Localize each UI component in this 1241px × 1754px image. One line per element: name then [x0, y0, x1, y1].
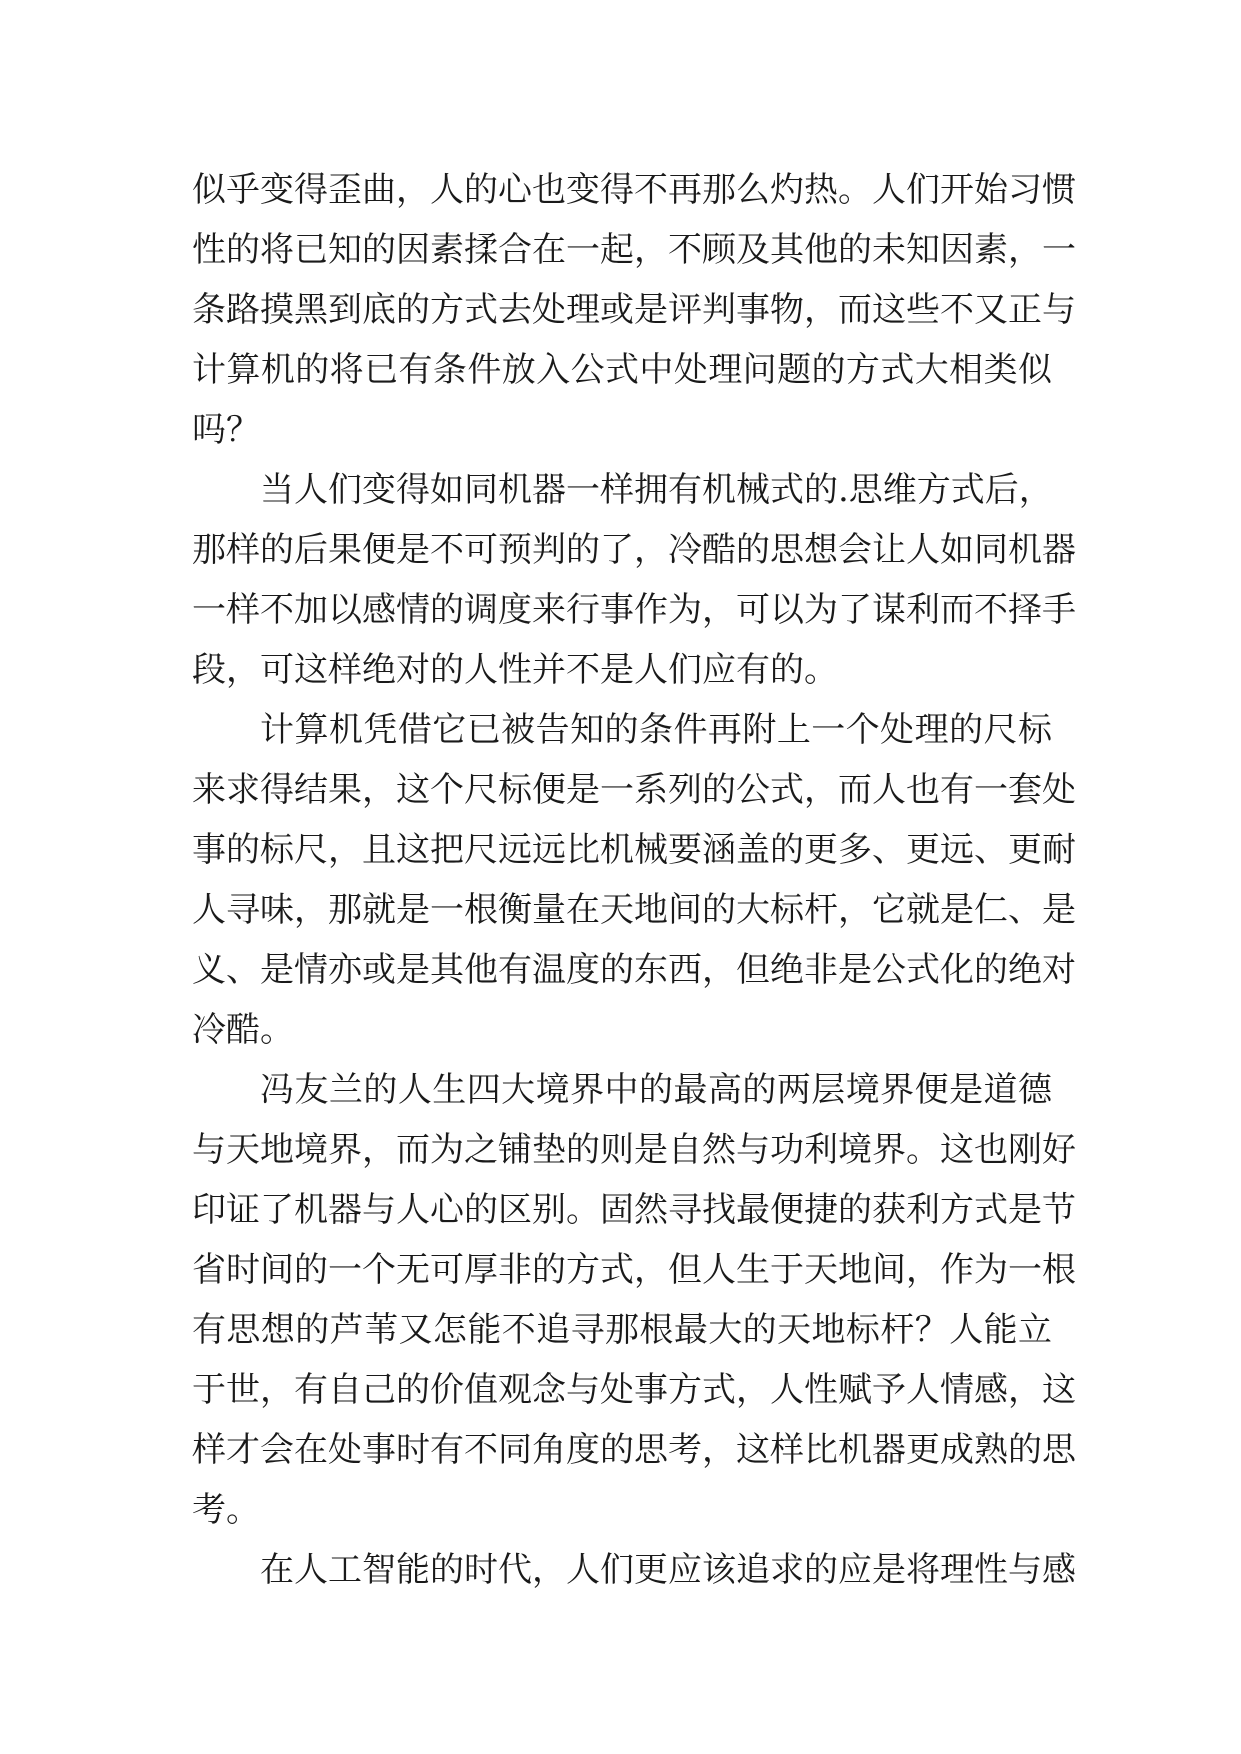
text-line: 人寻味，那就是一根衡量在天地间的大标杆，它就是仁、是 — [192, 890, 1076, 930]
text-line: 当人们变得如同机器一样拥有机械式的.思维方式后， — [260, 470, 1053, 510]
text-line: 有思想的芦苇又怎能不追寻那根最大的天地标杆？人能立 — [192, 1310, 1052, 1350]
text-line: 于世，有自己的价值观念与处事方式，人性赋予人情感，这 — [192, 1370, 1076, 1410]
paragraph-2 — [192, 460, 1076, 700]
text-line: 性的将已知的因素揉合在一起，不顾及其他的未知因素，一 — [192, 230, 1076, 270]
text-line: 冯友兰的人生四大境界中的最高的两层境界便是道德 — [260, 1070, 1052, 1110]
text-line: 冷酷。 — [192, 1010, 294, 1050]
text-line: 与天地境界，而为之铺垫的则是自然与功利境界。这也刚好 — [192, 1130, 1076, 1170]
text-line: 印证了机器与人心的区别。固然寻找最便捷的获利方式是节 — [192, 1190, 1076, 1230]
text-line: 来求得结果，这个尺标便是一系列的公式，而人也有一套处 — [192, 770, 1076, 810]
paragraph-1 — [192, 160, 1076, 460]
document-page — [192, 160, 1076, 1600]
text-line: 计算机的将已有条件放入公式中处理问题的方式大相类似 — [192, 350, 1052, 390]
text-line: 计算机凭借它已被告知的条件再附上一个处理的尺标 — [260, 710, 1052, 750]
paragraph-4 — [192, 1060, 1076, 1540]
text-line: 吗？ — [192, 410, 260, 450]
text-line: 段，可这样绝对的人性并不是人们应有的。 — [192, 650, 838, 690]
text-line: 样才会在处事时有不同角度的思考，这样比机器更成熟的思 — [192, 1430, 1076, 1470]
text-line: 那样的后果便是不可预判的了，冷酷的思想会让人如同机器 — [192, 530, 1076, 570]
text-line: 义、是情亦或是其他有温度的东西，但绝非是公式化的绝对 — [192, 950, 1076, 990]
text-line: 省时间的一个无可厚非的方式，但人生于天地间，作为一根 — [192, 1250, 1076, 1290]
text-line: 条路摸黑到底的方式去处理或是评判事物，而这些不又正与 — [192, 290, 1076, 330]
text-line: 考。 — [192, 1490, 260, 1530]
paragraph-3 — [192, 700, 1076, 1060]
paragraph-5 — [192, 1540, 1076, 1600]
text-line: 事的标尺，且这把尺远远比机械要涵盖的更多、更远、更耐 — [192, 830, 1076, 870]
text-line: 一样不加以感情的调度来行事作为，可以为了谋利而不择手 — [192, 590, 1076, 630]
text-line: 在人工智能的时代，人们更应该追求的应是将理性与感 — [260, 1550, 1076, 1590]
text-line: 似乎变得歪曲，人的心也变得不再那么灼热。人们开始习惯 — [192, 170, 1076, 210]
